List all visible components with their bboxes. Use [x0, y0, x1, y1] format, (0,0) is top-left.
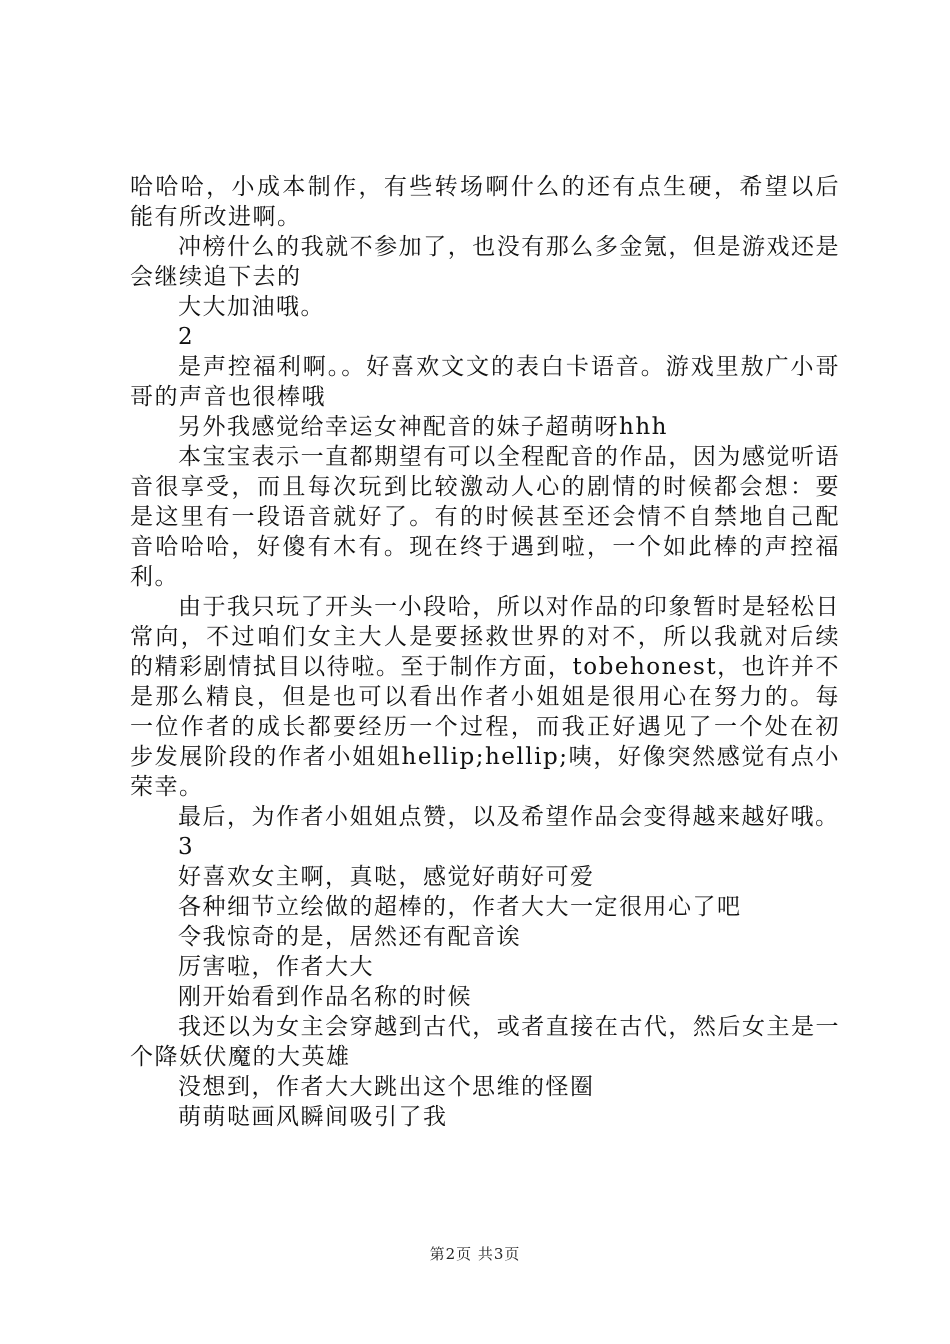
paragraph-3: 大大加油哦。	[178, 294, 325, 320]
paragraph-15: 刚开始看到作品名称的时候	[178, 984, 472, 1010]
paragraph-11: 好喜欢女主啊，真哒，感觉好萌好可爱	[178, 864, 595, 890]
paragraph-9: 最后，为作者小姐姐点赞，以及希望作品会变得越来越好哦。	[178, 804, 840, 830]
paragraph-7: 本宝宝表示一直都期望有可以全程配音的作品，因为感觉听语音很享受，而且每次玩到比较激动人心的剧情的时候都会想：要是这里有一段语音就好了。有的时候甚至还会情不自禁地自己配音哈哈哈，好傻有木有。现在终于遇到啦，一个如此棒的声控福利。	[130, 444, 840, 590]
paragraph-13: 令我惊奇的是，居然还有配音诶	[178, 924, 521, 950]
document-body	[130, 172, 840, 1132]
paragraph-16: 我还以为女主会穿越到古代，或者直接在古代，然后女主是一个降妖伏魔的大英雄	[130, 1014, 840, 1070]
page-footer	[0, 1243, 950, 1264]
paragraph-12: 各种细节立绘做的超棒的，作者大大一定很用心了吧	[178, 894, 742, 920]
page-number-label: 第2页 共3页	[429, 1245, 521, 1263]
paragraph-2: 冲榜什么的我就不参加了，也没有那么多金氪，但是游戏还是会继续追下去的	[130, 234, 840, 290]
section-number-2: 2	[178, 324, 195, 350]
paragraph-14: 厉害啦，作者大大	[178, 954, 374, 980]
paragraph-18: 萌萌哒画风瞬间吸引了我	[178, 1104, 448, 1130]
paragraph-8: 由于我只玩了开头一小段哈，所以对作品的印象暂时是轻松日常向，不过咱们女主大人是要拯救世界的对不，所以我就对后续的精彩剧情拭目以待啦。至于制作方面，tobehonest，也许并不是那么精良，但是也可以看出作者小姐姐是很用心在努力的。每一位作者的成长都要经历一个过程，而我正好遇见了一个处在初步发展阶段的作者小姐姐hellip;hellip;咦，好像突然感觉有点小荣幸。	[130, 594, 840, 800]
paragraph-5: 是声控福利啊。。好喜欢文文的表白卡语音。游戏里敖广小哥哥的声音也很棒哦	[130, 354, 840, 410]
paragraph-6: 另外我感觉给幸运女神配音的妹子超萌呀hhh	[178, 414, 668, 440]
paragraph-1: 哈哈哈，小成本制作，有些转场啊什么的还有点生硬，希望以后能有所改进啊。	[130, 174, 840, 230]
paragraph-17: 没想到，作者大大跳出这个思维的怪圈	[178, 1074, 595, 1100]
section-number-3: 3	[178, 834, 195, 860]
